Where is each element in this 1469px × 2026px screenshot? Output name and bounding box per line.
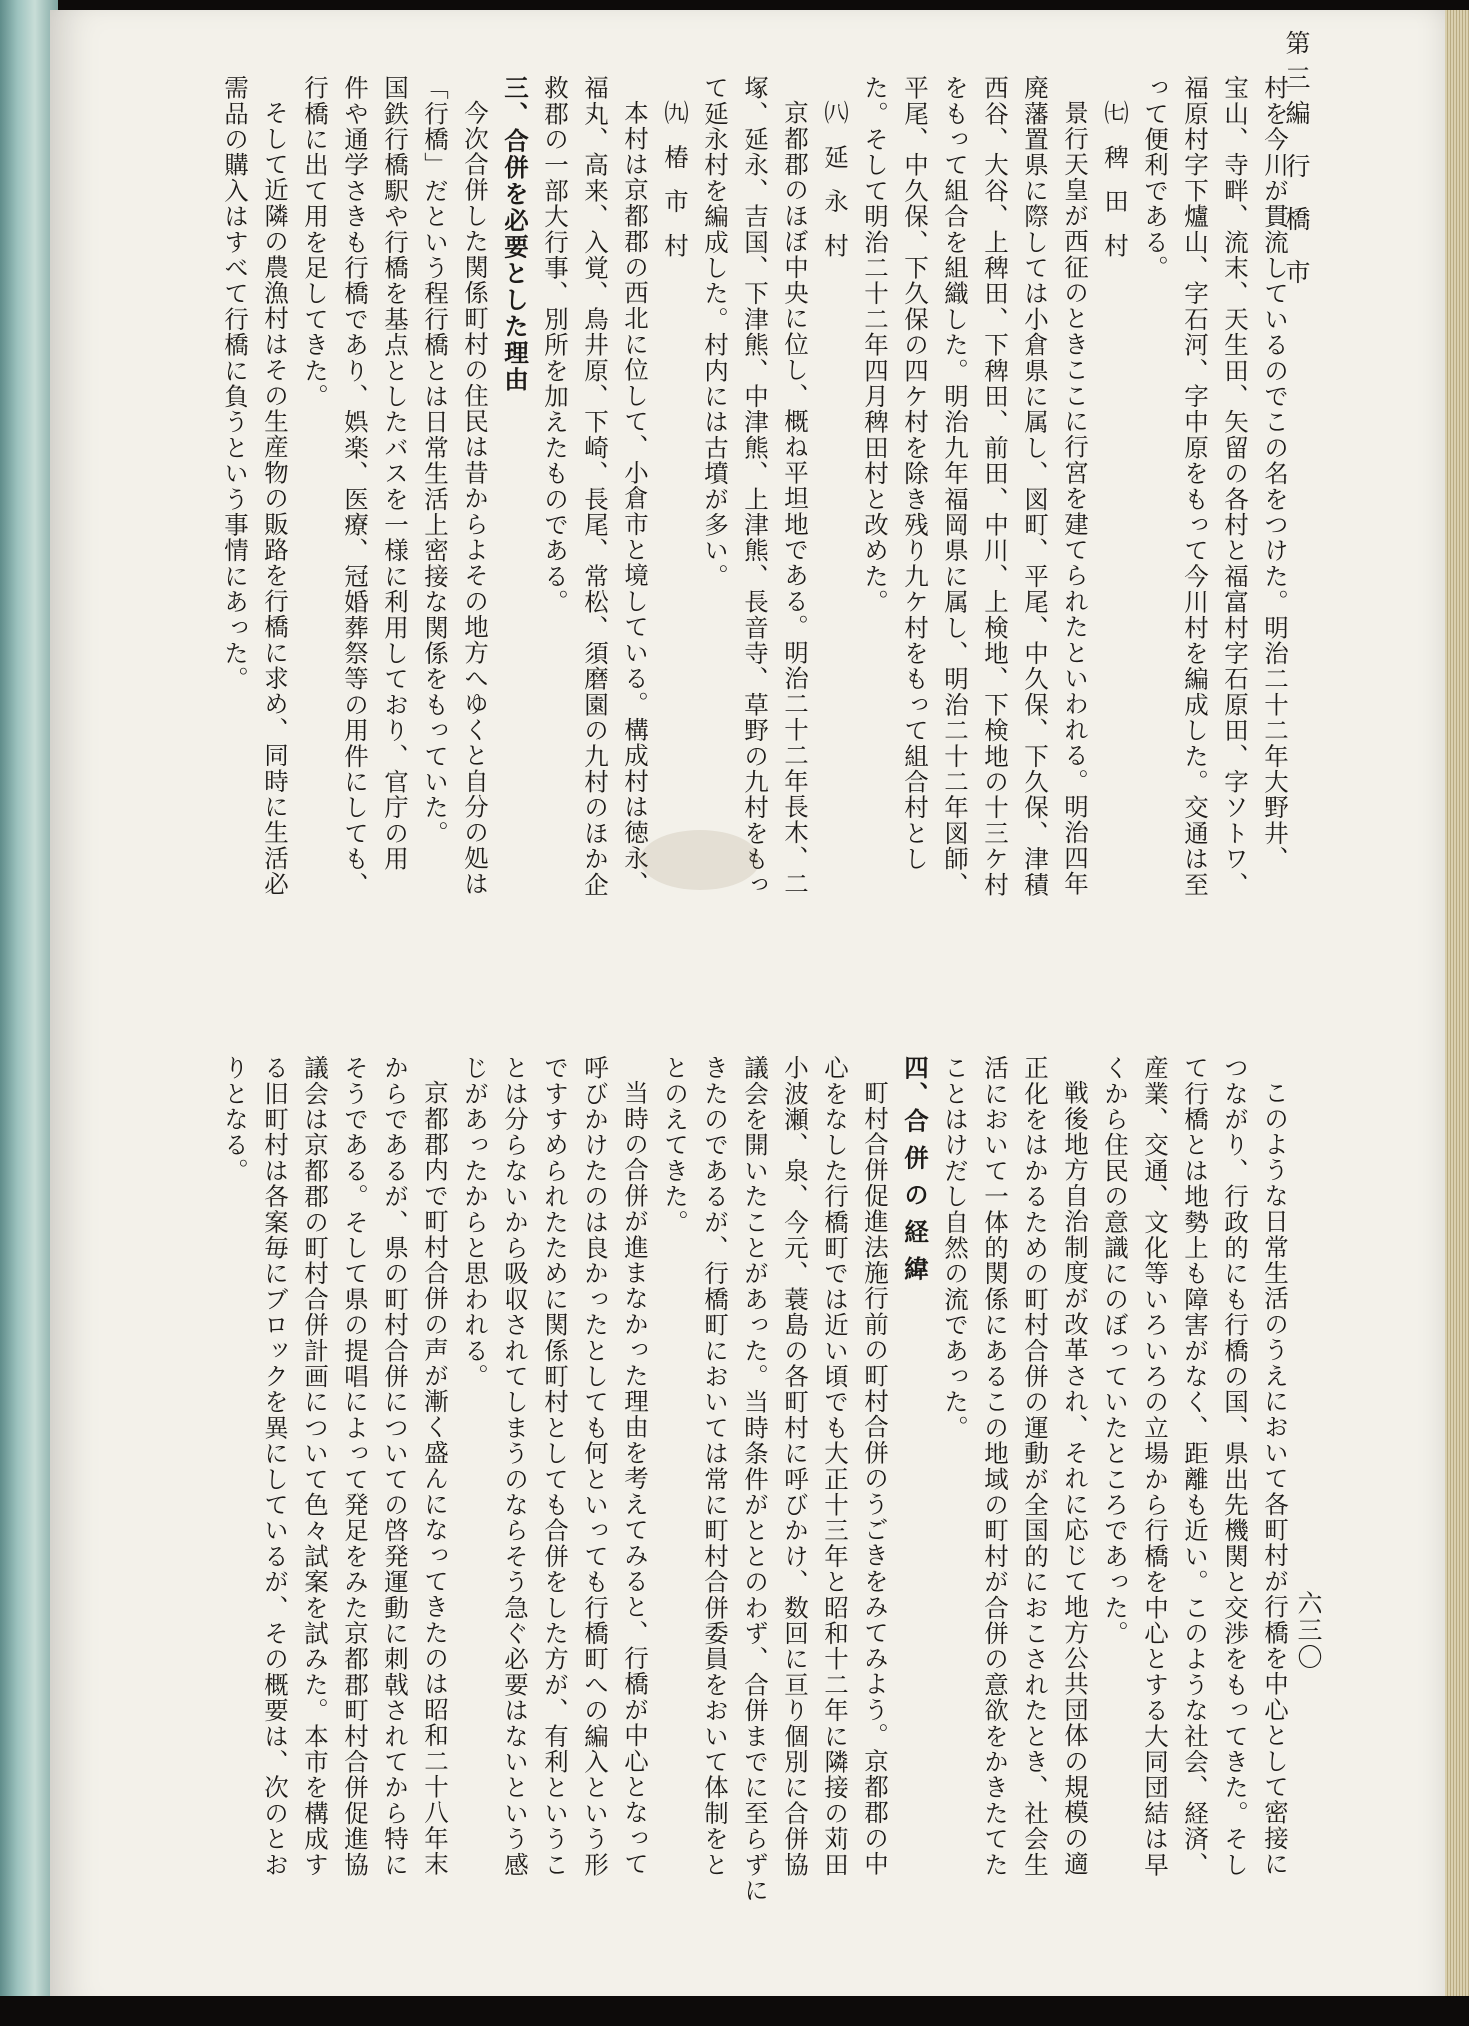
paper-stain (640, 830, 760, 890)
text-line: 村を今川が貫流しているのでこの名をつけた。明治二十二年大野井、 (1261, 75, 1290, 872)
page-number: 六三〇 (1294, 1590, 1323, 1671)
text-line: 京都郡のほぼ中央に位し、概ね平坦地である。明治二十二年長木、二 (781, 99, 810, 897)
text-line: って便利である。 (1141, 75, 1170, 281)
text-line: た。そして明治二十二年四月稗田村と改めた。 (861, 75, 890, 615)
text-line: 町村合併促進法施行前の町村合併のうごきをみてみよう。京都郡の中 (861, 1079, 890, 1877)
upper-text-block (215, 75, 1295, 980)
text-line: じがあったからと思われる。 (461, 1055, 490, 1390)
text-line: 国鉄行橋駅や行橋を基点としたバスを一様に利用しており、官庁の用 (381, 75, 410, 872)
text-line: 当時の合併が進まなかった理由を考えてみると、行橋が中心となって (621, 1079, 650, 1877)
text-line: 宝山、寺畔、流末、天生田、矢留の各村と福富村字石原田、字ソトワ、 (1221, 75, 1250, 898)
text-line: 需品の購入はすべて行橋に負うという事情にあった。 (221, 75, 250, 692)
text-line: とのえてきた。 (661, 1055, 690, 1235)
text-line: 産業、交通、文化等いろいろの立場から行橋を中心とする大同団結は早 (1141, 1055, 1170, 1878)
text-line: 福原村字下爐山、字石河、字中原をもって今川村を編成した。交通は至 (1181, 75, 1210, 898)
text-line: 「行橋」だという程行橋とは日常生活上密接な関係をもっていた。 (421, 75, 450, 846)
text-line: ですすめられたために関係町村としても合併をした方が、有利というこ (541, 1055, 570, 1878)
subsection-heading: ㈨ 椿 市 村 (661, 99, 690, 263)
text-line: をもって組合を組織した。明治九年福岡県に属し、明治二十二年図師、 (941, 75, 970, 898)
page-edge (1445, 10, 1469, 2010)
text-line: 正化をはかるための町村合併の運動が全国的におこされたとき、社会生 (1021, 1055, 1050, 1878)
text-line: くから住民の意識にのぼっていたところであった。 (1101, 1055, 1130, 1647)
text-line: からであるが、県の町村合併についての啓発運動に刺戟されてから特に (381, 1055, 410, 1878)
text-line: 呼びかけたのは良かったとしても何といっても行橋町への編入という形 (581, 1055, 610, 1878)
text-line: そうである。そして県の提唱によって発足をみた京都郡町村合併促進協 (341, 1055, 370, 1878)
text-line: 西谷、大谷、上稗田、下稗田、前田、中川、上検地、下検地の十三ケ村 (981, 75, 1010, 898)
section-heading: 四、合 併 の 経 緯 (901, 1055, 930, 1283)
running-head: 第三編 行 橋 市 (1282, 30, 1311, 294)
section-heading: 三、合併を必要とした理由 (501, 75, 530, 393)
lower-text-block (215, 1055, 1295, 1960)
text-line: 今次合併した関係町村の住民は昔からよその地方へゆくと自分の処は (461, 99, 490, 897)
subsection-heading: ㈧ 延 永 村 (821, 99, 850, 263)
text-line: 廃藩置県に際しては小倉県に属し、図町、平尾、中久保、下久保、津積 (1021, 75, 1050, 898)
scan-border (0, 1996, 1469, 2026)
text-line: つながり、行政的にも行橋の国、県出先機関と交渉をもってきた。そし (1221, 1055, 1250, 1878)
text-line: 平尾、中久保、下久保の四ケ村を除き残り九ケ村をもって組合村とし (901, 75, 930, 872)
subsection-heading: ㈦ 稗 田 村 (1101, 99, 1130, 263)
text-line: りとなる。 (221, 1055, 250, 1184)
text-line: る旧町村は各案毎にブロックを異にしているが、その概要は、次のとお (261, 1055, 290, 1878)
text-line: 議会は京都郡の町村合併計画について色々試案を試みた。本市を構成す (301, 1055, 330, 1878)
text-line: とは分らないから吸収されてしまうのならそう急ぐ必要はないという感 (501, 1055, 530, 1878)
text-line: 景行天皇が西征のときここに行宮を建てられたといわれる。明治四年 (1061, 99, 1090, 897)
text-line: 議会を開いたことがあった。当時条件がととのわず、合併までに至らずに (741, 1055, 770, 1904)
text-line: 救郡の一部大行事、別所を加えたものである。 (541, 75, 570, 615)
text-line: 活において一体的関係にあるこの地域の町村が合併の意欲をかきたてた (981, 1055, 1010, 1878)
text-line: て行橋とは地勢上も障害がなく、距離も近い。このような社会、経済、 (1181, 1055, 1210, 1878)
text-line: 行橋に出て用を足してきた。 (301, 75, 330, 410)
text-line: 福丸、高来、入覚、鳥井原、下崎、長尾、常松、須磨園の九村のほか企 (581, 75, 610, 898)
text-line: て延永村を編成した。村内には古墳が多い。 (701, 75, 730, 589)
text-line: ことはけだし自然の流であった。 (941, 1055, 970, 1441)
text-line: このような日常生活のうえにおいて各町村が行橋を中心として密接に (1261, 1079, 1290, 1877)
text-line: 塚、延永、吉国、下津熊、中津熊、上津熊、長音寺、草野の九村をもっ (741, 75, 770, 898)
text-line: 件や通学さきも行橋であり、娯楽、医療、冠婚葬祭等の用件にしても、 (341, 75, 370, 898)
text-line: 本村は京都郡の西北に位して、小倉市と境している。構成村は徳永、 (621, 99, 650, 897)
text-line: 京都郡内で町村合併の声が漸く盛んになってきたのは昭和二十八年末 (421, 1079, 450, 1877)
text-line: 戦後地方自治制度が改革され、それに応じて地方公共団体の規模の適 (1061, 1079, 1090, 1877)
text-line: 心をなした行橋町では近い頃でも大正十三年と昭和十二年に隣接の苅田 (821, 1055, 850, 1878)
text-line: 小波瀬、泉、今元、蓑島の各町村に呼びかけ、数回に亘り個別に合併協 (781, 1055, 810, 1878)
text-line: そして近隣の農漁村はその生産物の販路を行橋に求め、同時に生活必 (261, 99, 290, 897)
text-line: きたのであるが、行橋町においては常に町村合併委員をおいて体制をと (701, 1055, 730, 1878)
